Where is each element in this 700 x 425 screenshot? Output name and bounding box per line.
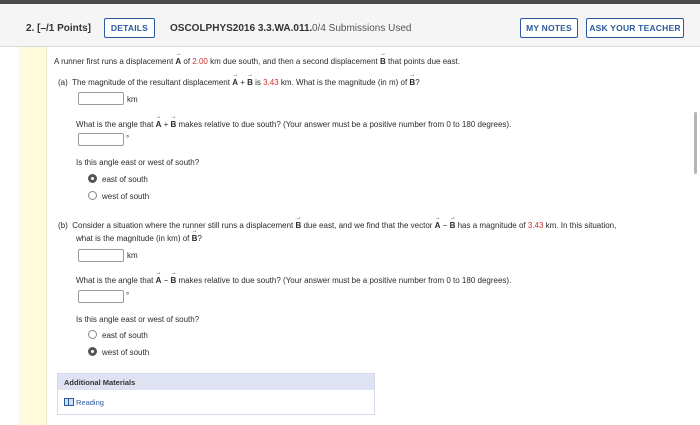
additional-materials-header — [58, 374, 374, 390]
part-b-west-radio[interactable] — [88, 347, 97, 356]
part-b-east-label: east of south — [102, 331, 148, 340]
part-a-question-1: (a) The magnitude of the resultant displacement → A + → B is 3.43 km. What is the magnitude (in m) of → B? — [58, 78, 420, 87]
part-a-east-label: east of south — [102, 175, 148, 184]
additional-materials-title: Additional Materials — [64, 378, 136, 387]
part-b-question-3: Is this angle east or west of south? — [76, 315, 200, 324]
submissions-used: 0/4 Submissions Used — [312, 23, 412, 34]
part-a-question-2: What is the angle that → A + → B makes relative to due south? (Your answer must be a positive number from 0 to 180 degrees). — [76, 120, 511, 129]
part-a-west-radio[interactable] — [88, 191, 97, 200]
part-b-magnitude-unit: km — [127, 251, 138, 260]
part-b-question-1: (b) Consider a situation where the runner still runs a displacement → B due east, and we find that the vector → A − → B has a magnitude of 3.43 km. In this situation, — [58, 221, 616, 230]
part-a-degree-symbol: ° — [126, 134, 130, 143]
part-a-east-radio[interactable] — [88, 174, 97, 183]
left-margin-bar — [19, 47, 47, 425]
ask-teacher-button[interactable]: ASK YOUR TEACHER — [586, 18, 684, 38]
question-code: OSCOLPHYS2016 3.3.WA.011. — [170, 23, 313, 34]
problem-statement: A runner first runs a displacement → A of 2.00 km due south, and then a second displacement → B that points due east. — [54, 57, 460, 66]
additional-materials-panel — [57, 373, 375, 415]
my-notes-button[interactable]: MY NOTES — [520, 18, 578, 38]
book-icon — [64, 398, 74, 406]
scrollbar-thumb[interactable] — [694, 112, 697, 174]
part-a-west-label: west of south — [102, 192, 150, 201]
part-b-degree-symbol: ° — [126, 291, 130, 300]
details-button[interactable]: DETAILS — [104, 18, 155, 38]
part-b-magnitude-input[interactable] — [78, 249, 124, 262]
part-a-question-3: Is this angle east or west of south? — [76, 158, 200, 167]
points-label: 2. [–/1 Points] — [26, 23, 92, 34]
part-b-question-1-line-2: what is the magnitude (in km) of → B? — [76, 234, 202, 243]
reading-link[interactable]: Reading — [76, 398, 104, 407]
part-b-west-label: west of south — [102, 348, 150, 357]
part-a-magnitude-unit: km — [127, 95, 138, 104]
part-b-east-radio[interactable] — [88, 330, 97, 339]
part-b-angle-input[interactable] — [78, 290, 124, 303]
part-a-magnitude-input[interactable] — [78, 92, 124, 105]
part-b-question-2: What is the angle that → A − → B makes relative to due south? (Your answer must be a positive number from 0 to 180 degrees). — [76, 276, 511, 285]
part-a-angle-input[interactable] — [78, 133, 124, 146]
